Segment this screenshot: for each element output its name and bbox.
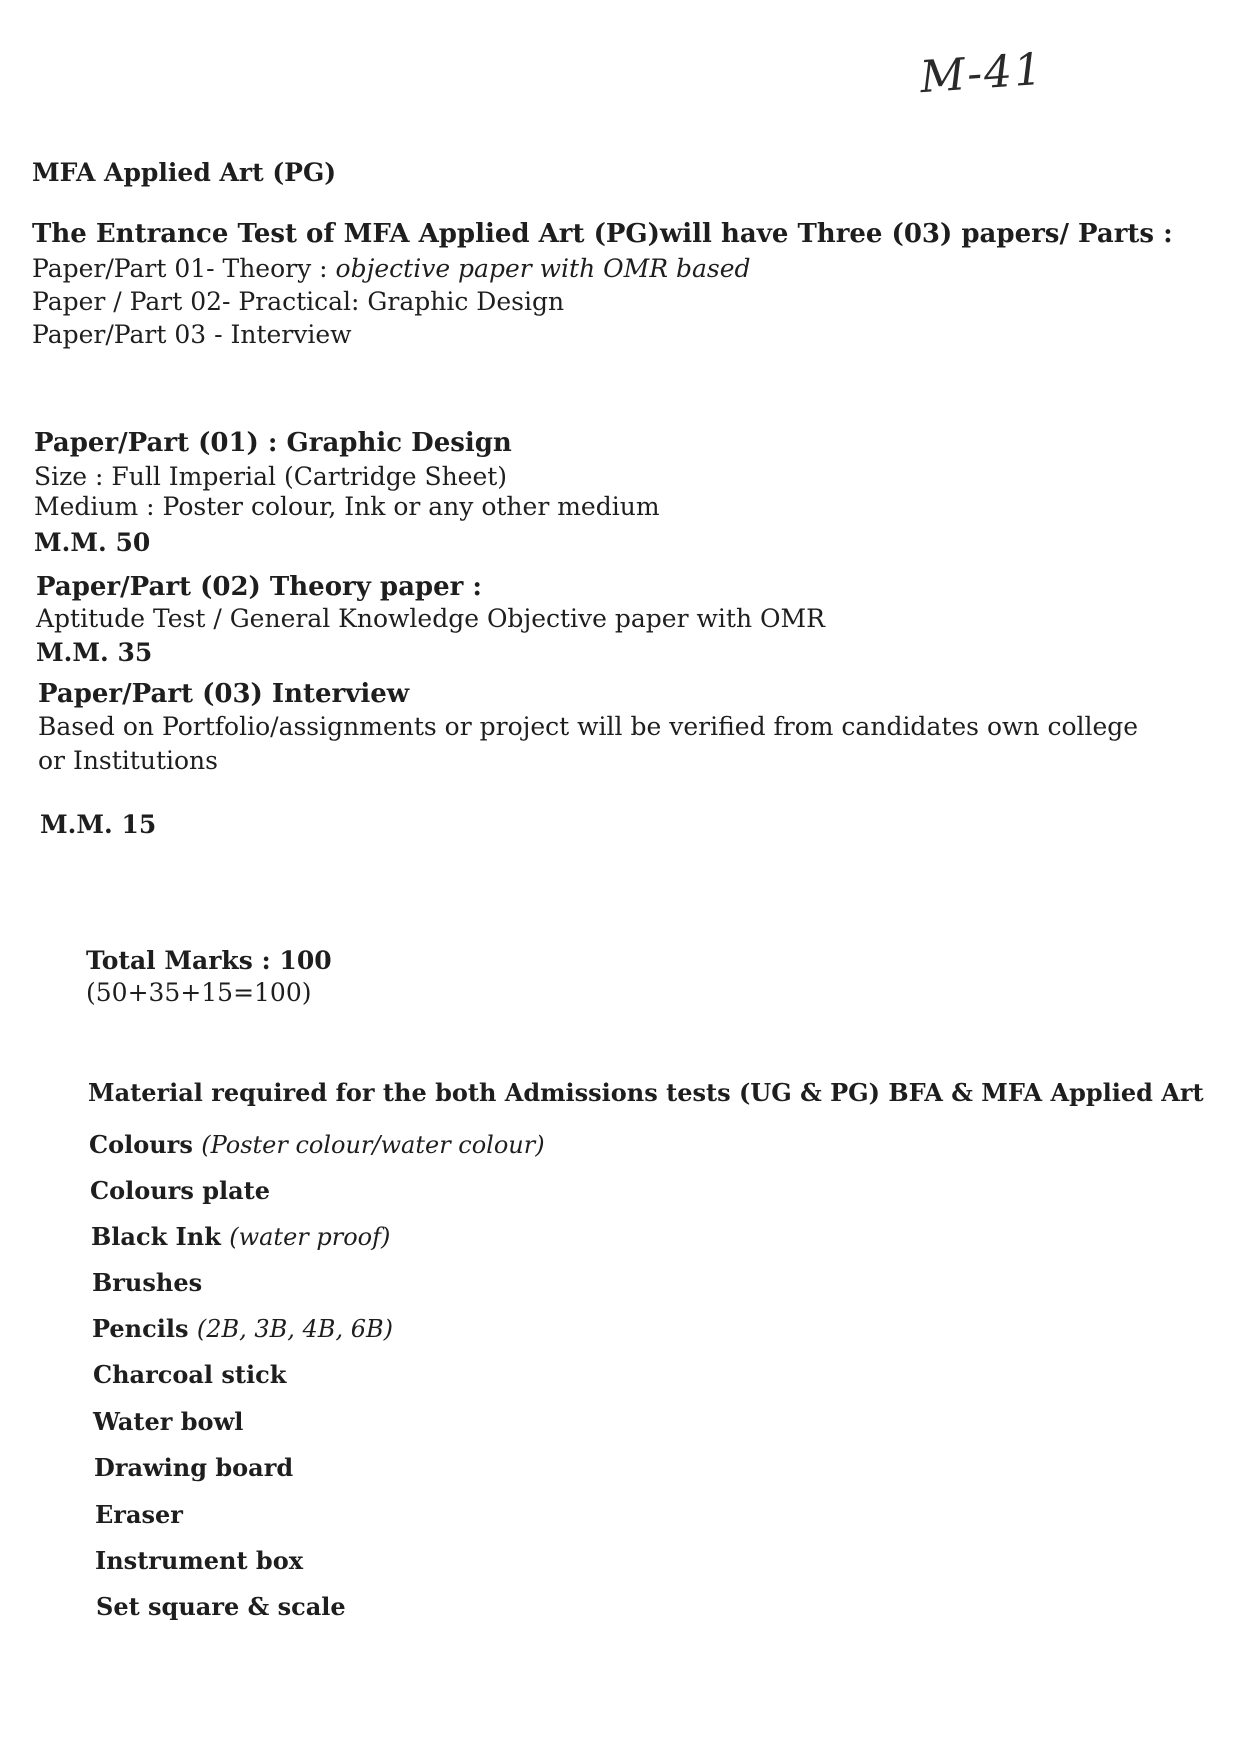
material-item (93, 1407, 243, 1436)
interview-detail-line-1: Based on Portfolio/assignments or project will be verified from candidates own college (38, 712, 1139, 741)
material-name: Drawing board (94, 1453, 294, 1482)
theory-marks: M.M. 35 (36, 638, 153, 667)
material-note: (water proof) (229, 1223, 391, 1251)
material-item (94, 1453, 293, 1482)
material-name: Colours (89, 1130, 193, 1159)
graphic-design-size: Size : Full Imperial (Cartridge Sheet) (34, 462, 508, 491)
material-note: (Poster colour/water colour) (201, 1131, 545, 1159)
total-breakdown: (50+35+15=100) (86, 978, 312, 1007)
material-name: Brushes (92, 1268, 203, 1297)
graphic-design-title: Paper/Part (01) : Graphic Design (34, 428, 512, 458)
material-name: Colours plate (90, 1176, 270, 1205)
intro-part-1-text: Paper/Part 01- Theory : (32, 254, 336, 283)
material-name: Eraser (95, 1500, 183, 1529)
graphic-design-medium: Medium : Poster colour, Ink or any other medium (34, 492, 660, 521)
material-name: Pencils (92, 1314, 189, 1343)
theory-detail: Aptitude Test / General Knowledge Objective paper with OMR (36, 604, 825, 633)
material-item (90, 1176, 270, 1205)
material-name: Black Ink (91, 1222, 221, 1251)
intro-part-1 (32, 254, 751, 283)
graphic-design-marks: M.M. 50 (34, 528, 151, 557)
material-item (96, 1592, 346, 1621)
theory-title: Paper/Part (02) Theory paper : (36, 572, 482, 602)
document-heading: MFA Applied Art (PG) (32, 158, 337, 187)
material-item (95, 1546, 303, 1575)
material-item (95, 1500, 183, 1529)
total-marks: Total Marks : 100 (86, 946, 332, 975)
intro-part-2: Paper / Part 02- Practical: Graphic Design (32, 287, 565, 316)
materials-title: Material required for the both Admissions tests (UG & PG) BFA & MFA Applied Art (88, 1078, 1204, 1107)
material-item (91, 1222, 390, 1251)
material-name: Instrument box (95, 1546, 304, 1575)
intro-part-1-italic: objective paper with OMR based (335, 254, 751, 283)
intro-title: The Entrance Test of MFA Applied Art (PG)will have Three (03) papers/ Parts : (32, 219, 1173, 249)
material-item (93, 1360, 286, 1389)
interview-detail-line-2: or Institutions (38, 746, 218, 775)
interview-title: Paper/Part (03) Interview (38, 679, 410, 709)
material-item (89, 1130, 545, 1159)
material-note: (2B, 3B, 4B, 6B) (196, 1315, 393, 1343)
intro-part-3: Paper/Part 03 - Interview (32, 320, 352, 349)
material-item (92, 1268, 202, 1297)
material-name: Charcoal stick (93, 1360, 287, 1389)
handwritten-page-mark: M-41 (918, 43, 1046, 104)
material-item (92, 1314, 393, 1343)
interview-marks: M.M. 15 (40, 810, 157, 839)
material-name: Set square & scale (96, 1592, 346, 1621)
material-name: Water bowl (93, 1407, 244, 1436)
